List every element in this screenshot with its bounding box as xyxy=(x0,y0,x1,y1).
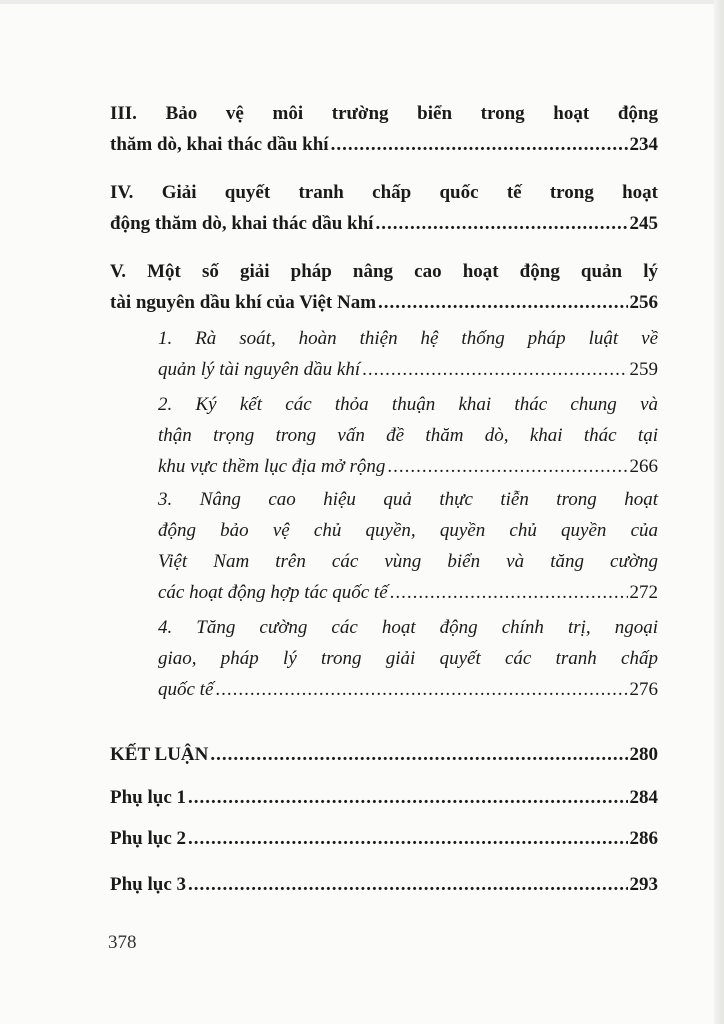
toc-entry-line: Việt Nam trên các vùng biển và tăng cường xyxy=(158,551,658,572)
toc-section-iv[interactable] xyxy=(110,177,658,239)
dot-leader xyxy=(188,823,627,854)
toc-phu-luc-1[interactable] xyxy=(110,782,658,813)
toc-page-number: 234 xyxy=(629,134,658,155)
toc-entry-line: quốc tế xyxy=(158,679,214,700)
toc-page-number: 272 xyxy=(629,582,658,603)
page-top-shadow xyxy=(0,0,724,4)
toc-entry-title: Phụ lục 3 xyxy=(110,874,187,895)
dot-leader xyxy=(375,208,627,239)
toc-subsection-2[interactable] xyxy=(158,389,658,482)
toc-entry-line: khu vực thềm lục địa mở rộng xyxy=(158,456,386,477)
toc-entry-title: Phụ lục 1 xyxy=(110,787,187,808)
toc-page-number: 256 xyxy=(629,292,658,313)
dot-leader xyxy=(378,287,627,318)
dot-leader xyxy=(210,739,627,770)
toc-section-v[interactable] xyxy=(110,256,658,318)
dot-leader xyxy=(387,451,627,482)
toc-entry-title: KẾT LUẬN xyxy=(110,744,209,765)
toc-entry-line: 2. Ký kết các thỏa thuận khai thác chung và xyxy=(158,394,658,415)
dot-leader xyxy=(331,129,628,160)
toc-entry-line: 3. Nâng cao hiệu quả thực tiễn trong hoạt xyxy=(158,489,658,510)
toc-page-number: 293 xyxy=(629,874,658,895)
dot-leader xyxy=(188,869,627,900)
toc-entry-line: động bảo vệ chủ quyền, quyền chủ quyền của xyxy=(158,520,658,541)
toc-page-number: 284 xyxy=(629,787,658,808)
toc-phu-luc-2[interactable] xyxy=(110,823,658,854)
toc-entry-title: Phụ lục 2 xyxy=(110,828,187,849)
toc-entry-line: các hoạt động hợp tác quốc tế xyxy=(158,582,388,603)
toc-entry-line: III. Bảo vệ môi trường biển trong hoạt động xyxy=(110,103,658,124)
toc-subsection-4[interactable] xyxy=(158,612,658,705)
toc-entry-line: thận trọng trong vấn đề thăm dò, khai thác tại xyxy=(158,425,658,446)
page-edge-shadow xyxy=(714,0,724,1024)
toc-entry-line: giao, pháp lý trong giải quyết các tranh chấp xyxy=(158,648,658,669)
toc-entry-line: thăm dò, khai thác dầu khí xyxy=(110,134,329,155)
toc-entry-line: động thăm dò, khai thác dầu khí xyxy=(110,213,374,234)
toc-page-number: 280 xyxy=(629,744,658,765)
toc-subsection-3[interactable] xyxy=(158,484,658,608)
toc-entry-line: tài nguyên dầu khí của Việt Nam xyxy=(110,292,377,313)
dot-leader xyxy=(215,674,627,705)
toc-entry-line: 4. Tăng cường các hoạt động chính trị, ngoại xyxy=(158,617,658,638)
toc-entry-line: IV. Giải quyết tranh chấp quốc tế trong hoạt xyxy=(110,182,658,203)
toc-page-number: 276 xyxy=(629,679,658,700)
dot-leader xyxy=(390,577,628,608)
toc-phu-luc-3[interactable] xyxy=(110,869,658,900)
toc-entry-line: 1. Rà soát, hoàn thiện hệ thống pháp luật về xyxy=(158,328,658,349)
toc-entry-line: quản lý tài nguyên dầu khí xyxy=(158,359,361,380)
toc-page-number: 245 xyxy=(629,213,658,234)
toc-page-number: 286 xyxy=(629,828,658,849)
toc-ket-luan[interactable] xyxy=(110,739,658,770)
dot-leader xyxy=(362,354,627,385)
dot-leader xyxy=(188,782,627,813)
toc-page-number: 259 xyxy=(629,359,658,380)
toc-section-iii[interactable] xyxy=(110,98,658,160)
toc-page-number: 266 xyxy=(629,456,658,477)
toc-subsection-1[interactable] xyxy=(158,323,658,385)
toc-entry-line: V. Một số giải pháp nâng cao hoạt động quản lý xyxy=(110,261,658,282)
page-number: 378 xyxy=(108,932,137,953)
